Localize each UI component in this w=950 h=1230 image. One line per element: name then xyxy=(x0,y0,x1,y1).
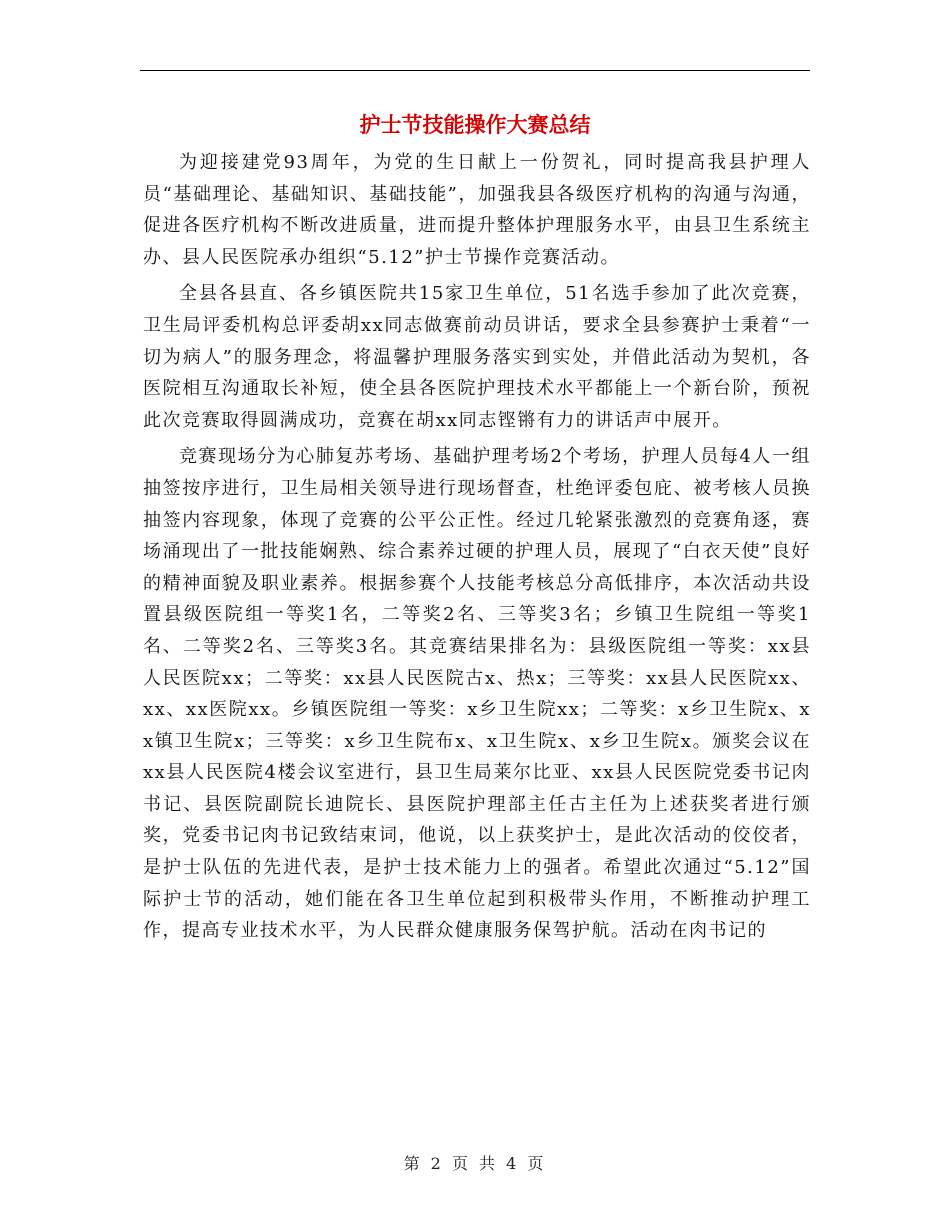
page-number-footer: 第 2 页 共 4 页 xyxy=(403,1154,547,1173)
paragraph-participants: 全县各县直、各乡镇医院共15家卫生单位，51名选手参加了此次竞赛，卫生局评委机构总评委胡xx同志做赛前动员讲话，要求全县参赛护士秉着“一切为病人”的服务理念，将温馨护理服务落实到实处，并借此活动为契机，各医院相互沟通取长补短，使全县各医院护理技术水平都能上一个新台阶，预祝此次竞赛取得圆满成功，竞赛在胡xx同志铿锵有力的讲话声中展开。 xyxy=(143,283,811,431)
document-title: 护士节技能操作大赛总结 xyxy=(359,113,591,137)
document-body xyxy=(143,147,811,947)
header-rule xyxy=(140,70,810,71)
paragraph-intro: 为迎接建党93周年，为党的生日献上一份贺礼，同时提高我县护理人员“基础理论、基础知识、基础技能”，加强我县各级医疗机构的沟通与沟通，促进各医疗机构不断改进质量，进而提升整体护理服务水平，由县卫生系统主办、县人民医院承办组织“5.12”护士节操作竞赛活动。 xyxy=(143,152,811,268)
paragraph-results: 竞赛现场分为心肺复苏考场、基础护理考场2个考场，护理人员每4人一组抽签按序进行，卫生局相关领导进行现场督查，杜绝评委包庇、被考核人员换抽签内容现象，体现了竞赛的公平公正性。经过几轮紧张激烈的竞赛角逐，赛场涌现出了一批技能娴熟、综合素养过硬的护理人员，展现了“白衣天使”良好的精神面貌及职业素养。根据参赛个人技能考核总分高低排序，本次活动共设置县级医院组一等奖1名，二等奖2名、三等奖3名；乡镇卫生院组一等奖1名、二等奖2名、三等奖3名。其竞赛结果排名为：县级医院组一等奖：xx县人民医院xx；二等奖：xx县人民医院古x、热x；三等奖：xx县人民医院xx、xx、xx医院xx。乡镇医院组一等奖：x乡卫生院xx；二等奖：x乡卫生院x、xx镇卫生院x；三等奖：x乡卫生院布x、x卫生院x、x乡卫生院x。颁奖会议在xx县人民医院4楼会议室进行，县卫生局莱尔比亚、xx县人民医院党委书记肉书记、县医院副院长迪院长、县医院护理部主任古主任为上述获奖者进行颁奖，党委书记肉书记致结束词，他说，以上获奖护士，是此次活动的佼佼者，是护士队伍的先进代表，是护士技术能力上的强者。希望此次通过“5.12”国际护士节的活动，她们能在各卫生单位起到积极带头作用，不断推动护理工作，提高专业技术水平，为人民群众健康服务保驾护航。活动在肉书记的 xyxy=(143,446,811,942)
